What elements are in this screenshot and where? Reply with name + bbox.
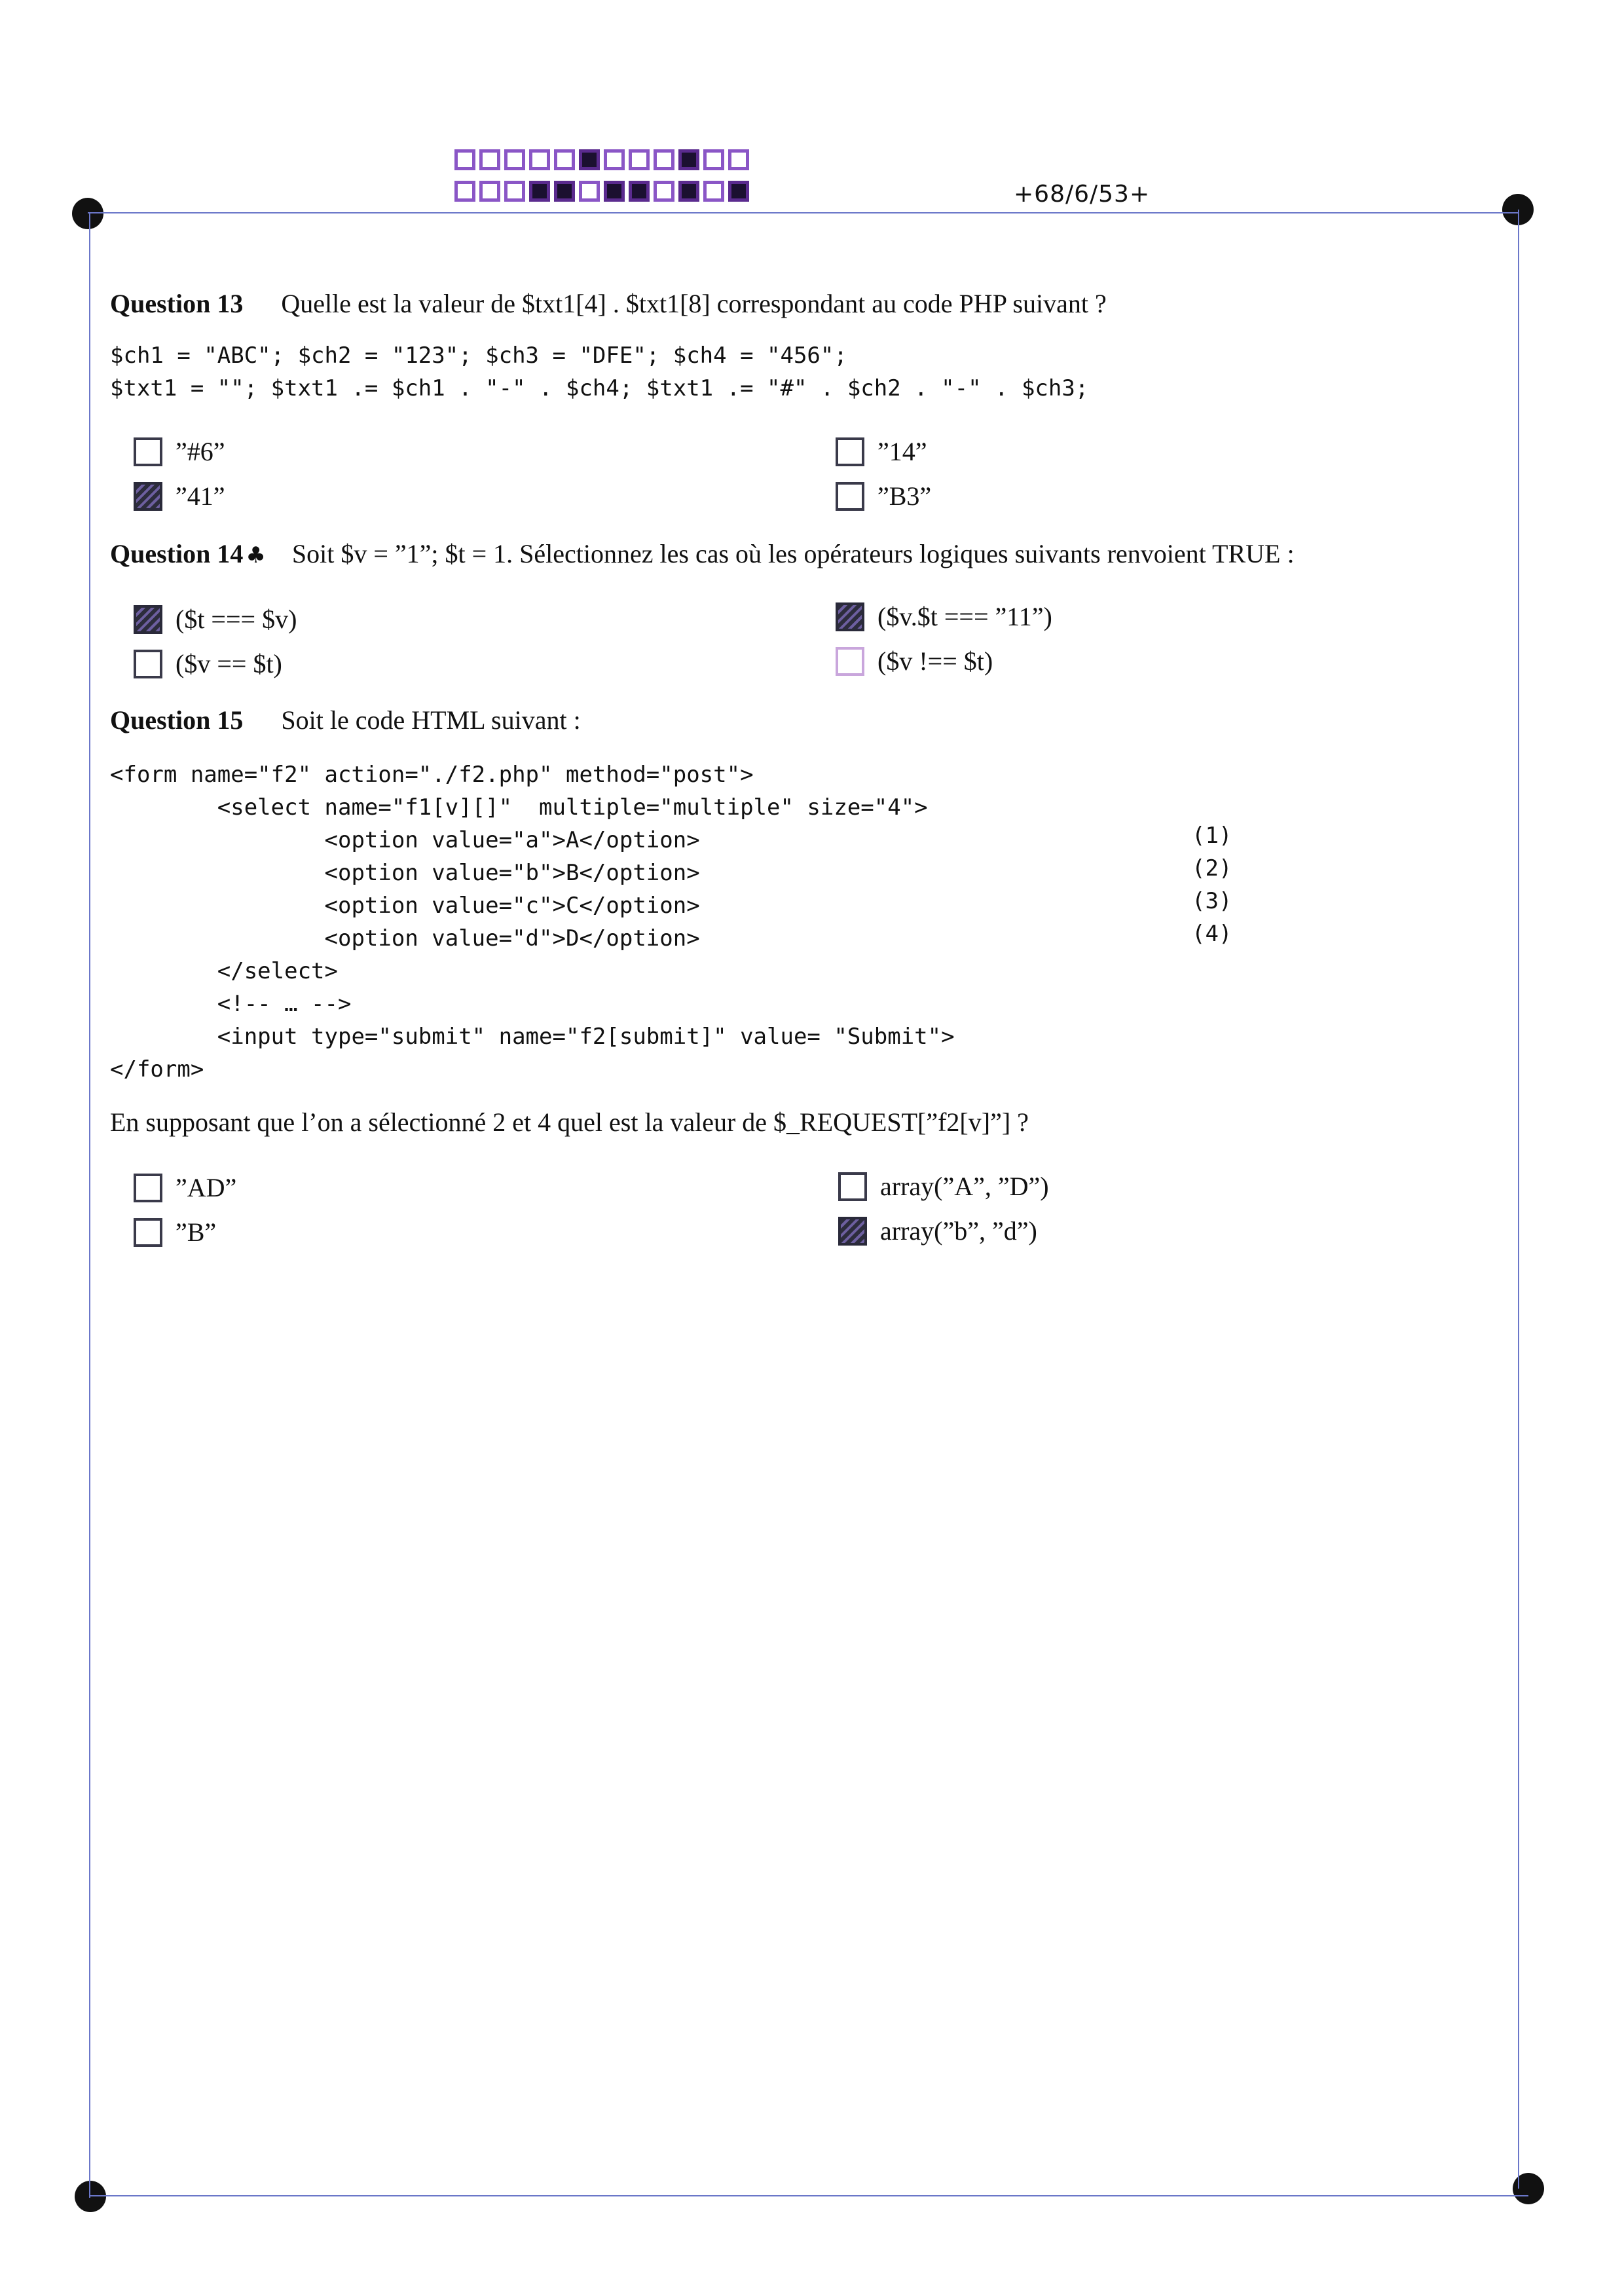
code-bit-empty bbox=[629, 149, 650, 170]
question-15-prompt: En supposant que l’on a sélectionné 2 et 4 quel est la valeur de $_REQUEST[”f2[v]”] ? bbox=[110, 1107, 1029, 1137]
question-15-header bbox=[110, 705, 581, 735]
code-line: <option value="d">D</option> bbox=[110, 925, 700, 952]
checkbox-checked[interactable] bbox=[134, 605, 162, 634]
checkbox[interactable] bbox=[836, 482, 864, 511]
question-15-text: Soit le code HTML suivant : bbox=[281, 705, 581, 735]
question-14-text: Soit $v = ”1”; $t = 1. Sélectionnez les cas où les opérateurs logiques suivants renvoient TRUE : bbox=[291, 539, 1295, 568]
q14-option-1[interactable] bbox=[134, 604, 297, 635]
code-bit-empty bbox=[654, 149, 674, 170]
code-bit-filled bbox=[678, 181, 699, 202]
q15-option-1[interactable] bbox=[134, 1172, 236, 1203]
code-line: <form name="f2" action="./f2.php" method="post"> bbox=[110, 762, 754, 788]
code-line: <select name="f1[v][]" multiple="multiple" size="4"> bbox=[110, 794, 928, 821]
option-label: ”#6” bbox=[175, 437, 225, 466]
checkbox-checked[interactable] bbox=[134, 482, 162, 511]
checkbox[interactable] bbox=[836, 437, 864, 466]
option-number: (2) bbox=[1192, 855, 1232, 881]
code-bit-empty bbox=[579, 181, 600, 202]
code-bit-empty bbox=[479, 181, 500, 202]
code-bit-empty bbox=[479, 149, 500, 170]
option-label: ($v.$t === ”11”) bbox=[877, 602, 1052, 631]
code-bit-empty bbox=[703, 181, 724, 202]
option-label: ”B” bbox=[175, 1217, 217, 1247]
code-bit-empty bbox=[728, 149, 749, 170]
code-bit-empty bbox=[504, 149, 525, 170]
code-bit-empty bbox=[504, 181, 525, 202]
q13-option-2[interactable] bbox=[134, 481, 225, 511]
q14-option-3[interactable] bbox=[836, 601, 1052, 632]
option-label: ($v !== $t) bbox=[877, 646, 993, 676]
option-label: array(”A”, ”D”) bbox=[880, 1172, 1049, 1201]
code-bit-empty bbox=[454, 149, 475, 170]
question-13-code-line-2: $txt1 = ""; $txt1 .= $ch1 . "-" . $ch4; $txt1 .= "#" . $ch2 . "-" . $ch3; bbox=[110, 375, 1089, 401]
code-bit-filled bbox=[629, 181, 650, 202]
page-code: +68/6/53+ bbox=[1014, 181, 1151, 208]
option-number: (1) bbox=[1192, 823, 1232, 849]
code-bit-filled bbox=[604, 181, 625, 202]
option-label: ($t === $v) bbox=[175, 604, 297, 634]
code-bit-filled bbox=[554, 181, 575, 202]
checkbox-checked[interactable] bbox=[838, 1217, 867, 1246]
option-label: array(”b”, ”d”) bbox=[880, 1216, 1037, 1246]
club-icon: ♣ bbox=[246, 542, 266, 568]
q13-option-3[interactable] bbox=[836, 436, 927, 467]
code-line: <option value="c">C</option> bbox=[110, 893, 700, 919]
q15-option-4[interactable] bbox=[838, 1215, 1037, 1246]
option-label: ($v == $t) bbox=[175, 649, 282, 678]
code-bit-empty bbox=[454, 181, 475, 202]
code-bit-filled bbox=[579, 149, 600, 170]
corner-mark-bottom-left bbox=[75, 2181, 106, 2212]
code-bit-filled bbox=[529, 181, 550, 202]
option-label: ”41” bbox=[175, 481, 225, 511]
code-bits-bottom bbox=[454, 181, 749, 202]
question-15-label: Question 15 bbox=[110, 705, 244, 735]
code-line: </form> bbox=[110, 1056, 204, 1083]
checkbox-checked[interactable] bbox=[836, 602, 864, 631]
code-bit-filled bbox=[728, 181, 749, 202]
option-label: ”AD” bbox=[175, 1173, 237, 1202]
code-line: <option value="a">A</option> bbox=[110, 827, 700, 853]
question-13-code-line-1: $ch1 = "ABC"; $ch2 = "123"; $ch3 = "DFE"; $ch4 = "456"; bbox=[110, 343, 847, 369]
q14-option-4[interactable] bbox=[836, 646, 993, 676]
code-line: <!-- … --> bbox=[110, 991, 352, 1017]
frame-left bbox=[89, 213, 90, 2198]
option-label: ”B3” bbox=[877, 481, 932, 511]
question-14-header bbox=[110, 538, 1295, 569]
code-bit-empty bbox=[654, 181, 674, 202]
q15-option-3[interactable] bbox=[838, 1171, 1049, 1202]
code-bit-empty bbox=[529, 149, 550, 170]
code-bit-empty bbox=[703, 149, 724, 170]
checkbox[interactable] bbox=[838, 1172, 867, 1201]
frame-right bbox=[1518, 210, 1519, 2189]
q15-option-2[interactable] bbox=[134, 1217, 216, 1248]
checkbox[interactable] bbox=[134, 1218, 162, 1247]
code-bit-empty bbox=[604, 149, 625, 170]
question-13-header bbox=[110, 288, 1107, 319]
checkbox[interactable] bbox=[134, 1174, 162, 1202]
q14-option-2[interactable] bbox=[134, 648, 282, 679]
checkbox[interactable] bbox=[836, 647, 864, 676]
option-number: (3) bbox=[1192, 888, 1232, 914]
q13-option-1[interactable] bbox=[134, 436, 225, 467]
code-line: <option value="b">B</option> bbox=[110, 860, 700, 886]
code-line: </select> bbox=[110, 958, 338, 984]
q13-option-4[interactable] bbox=[836, 481, 931, 511]
code-line: <input type="submit" name="f2[submit]" value= "Submit"> bbox=[110, 1024, 955, 1050]
code-bit-filled bbox=[678, 149, 699, 170]
question-13-label: Question 13 bbox=[110, 289, 244, 318]
code-bit-empty bbox=[554, 149, 575, 170]
option-label: ”14” bbox=[877, 437, 927, 466]
frame-top bbox=[88, 212, 1518, 213]
code-bits-top bbox=[454, 149, 749, 170]
option-number: (4) bbox=[1192, 921, 1232, 947]
frame-bottom bbox=[90, 2195, 1528, 2196]
checkbox[interactable] bbox=[134, 650, 162, 678]
question-14-label: Question 14 bbox=[110, 539, 244, 568]
corner-mark-top-left bbox=[72, 198, 103, 229]
checkbox[interactable] bbox=[134, 437, 162, 466]
question-13-text: Quelle est la valeur de $txt1[4] . $txt1[8] correspondant au code PHP suivant ? bbox=[281, 289, 1107, 318]
